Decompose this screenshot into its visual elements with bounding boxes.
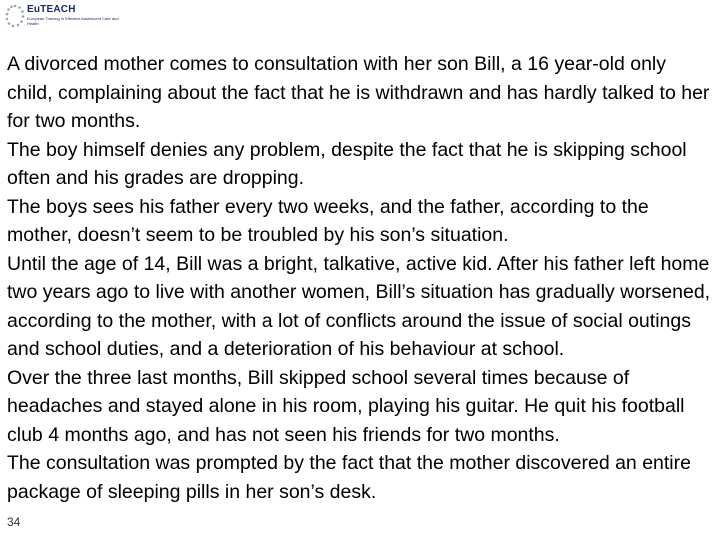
paragraph: The boys sees his father every two weeks, and the father, according to the mother, doesn’t seem to be troubled by his son’s situation.: [7, 195, 649, 246]
eu-stars-icon: [4, 3, 26, 33]
logo-brand: EuTEACH: [27, 4, 76, 15]
eutEACH-logo: [4, 3, 124, 37]
paragraph: Until the age of 14, Bill was a bright, talkative, active kid. After his father left home two years ago to live with another women, Bill’s situation has gradually worsened, according to the mother, with a lot of conflicts around the issue of social outings and school duties, and a deterioration of his behaviour at school.: [7, 252, 711, 360]
case-description: [7, 50, 715, 506]
paragraph: The boy himself denies any problem, despite the fact that he is skipping school often and his grades are dropping.: [7, 138, 687, 189]
paragraph: Over the three last months, Bill skipped school several times because of headaches and stayed alone in his room, playing his guitar. He quit his football club 4 months ago, and has not seen his friends for two months.: [7, 366, 685, 446]
paragraph: A divorced mother comes to consultation with her son Bill, a 16 year-old only child, complaining about the fact that he is withdrawn and has hardly talked to her for two months.: [7, 53, 710, 132]
paragraph: The consultation was prompted by the fact that the mother discovered an entire package of sleeping pills in her son’s desk.: [7, 452, 691, 503]
logo-tagline: European Training in Effective Adolescent Care and Health: [27, 16, 119, 26]
slide-number: 34: [7, 515, 21, 529]
